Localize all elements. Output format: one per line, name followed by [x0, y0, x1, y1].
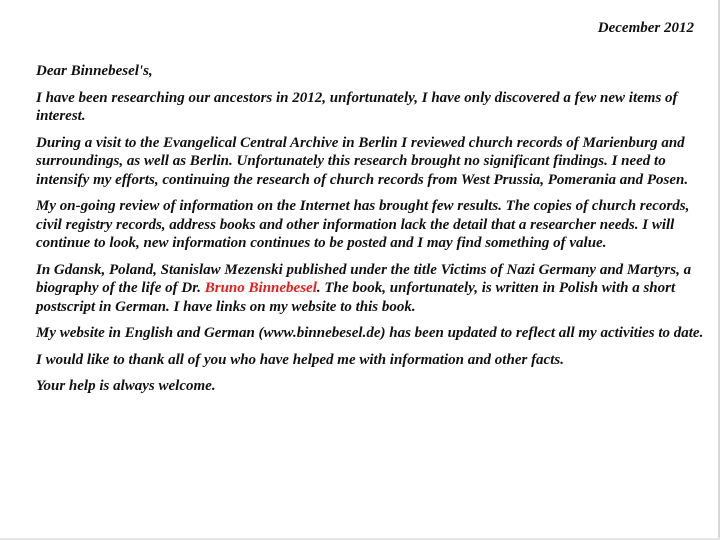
book-text-after: . The book, unfortunately, is written in Polish with a short postscript in German. I have links on my website to this book. — [36, 280, 676, 315]
letter-body — [36, 62, 706, 404]
letter-greeting: Dear Binnebesel's, — [36, 63, 153, 79]
paragraph-thanks: I would like to thank all of you who have helped me with information and other facts. — [36, 351, 564, 368]
paragraph-internet-review: My on-going review of information on the Internet has brought few results. The copies of church records, civil registry records, address books and other information lack the detail that a researcher needs. I will continue to look, new information continues to be posted and I may find something of value. — [36, 198, 690, 251]
paragraph-research-summary: I have been researching our ancestors in 2012, unfortunately, I have only discovered a few new items of interest. — [36, 89, 678, 124]
paragraph-website: My website in English and German (www.binnebesel.de) has been updated to reflect all my activities to date. — [36, 325, 704, 341]
paragraph-closing: Your help is always welcome. — [36, 378, 216, 394]
letter-date: December 2012 — [597, 20, 694, 36]
book-text-before: In Gdansk, Poland, Stanislaw Mezenski published under the title Victims of Nazi Germany and Martyrs, a biography of the life of Dr. — [36, 261, 692, 296]
paragraph-archive-visit: During a visit to the Evangelical Central Archive in Berlin I reviewed church records of Marienburg and surroundings, as well as Berlin. Unfortunately this research brought no significant findings. I need to intensify my efforts, continuing the research of church records from West Prussia, Pomerania and Posen. — [36, 134, 689, 188]
highlighted-name: Bruno Binnebesel — [204, 280, 317, 296]
paragraph-book — [36, 261, 706, 317]
